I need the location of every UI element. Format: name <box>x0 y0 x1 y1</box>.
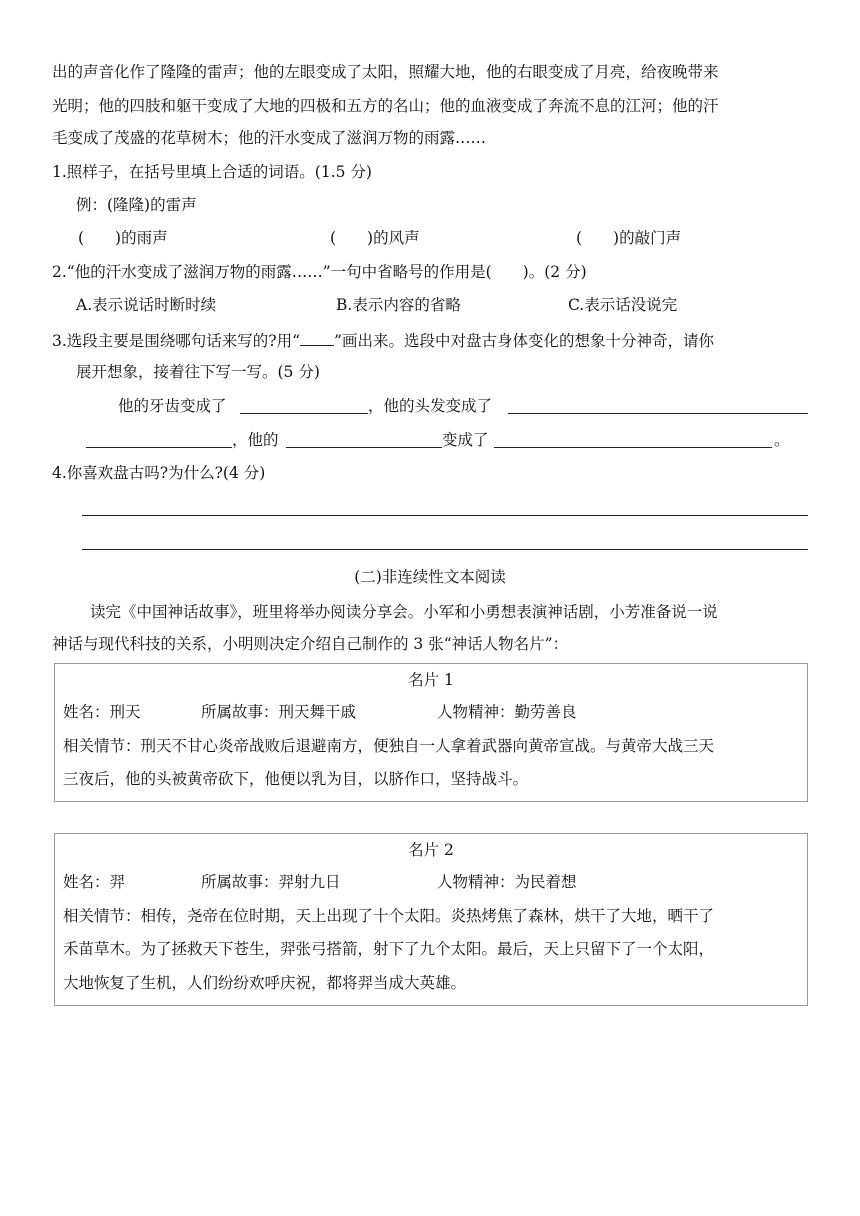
card-2-plot-line-1: 相关情节：相传，尧帝在位时期，天上出现了十个太阳。炎热烤焦了森林，烘干了大地，晒干了 <box>63 907 715 925</box>
answer-blank-teeth[interactable] <box>240 413 368 414</box>
card-2-name: 姓名：羿 <box>63 873 126 891</box>
question-2-option-c[interactable]: C.表示话没说完 <box>568 296 678 314</box>
card-2-story: 所属故事：羿射九日 <box>201 873 341 891</box>
question-2-option-a[interactable]: A.表示说话时断时续 <box>76 296 217 314</box>
question-3-fill-end: 。 <box>774 431 790 449</box>
answer-blank-hair-continued[interactable] <box>86 447 232 448</box>
question-2-stem: 2.“他的汗水变成了滋润万物的雨露……”一句中省略号的作用是( )。(2 分) <box>52 263 587 281</box>
section-2-intro-line-1: 读完《中国神话故事》，班里将举办阅读分享会。小军和小勇想表演神话剧，小芳准备说一说 <box>90 603 718 621</box>
question-1-blank-knock[interactable]: ( )的敲门声 <box>576 229 682 247</box>
question-2-option-b[interactable]: B.表示内容的省略 <box>336 296 461 314</box>
answer-blank-body-part[interactable] <box>286 447 442 448</box>
card-1-title: 名片 1 <box>408 671 454 689</box>
question-3-fill-teeth-label: 他的牙齿变成了 <box>118 397 227 415</box>
passage-line-1: 出的声音化作了隆隆的雷声；他的左眼变成了太阳，照耀大地，他的右眼变成了月亮，给夜晚带来 <box>52 63 719 81</box>
card-2-title: 名片 2 <box>408 841 454 859</box>
answer-blank-hair[interactable] <box>508 413 808 414</box>
question-1-stem: 1.照样子，在括号里填上合适的词语。(1.5 分) <box>52 163 372 181</box>
answer-blank-became[interactable] <box>494 447 772 448</box>
question-3-fill-his-label: ，他的 <box>232 431 279 449</box>
name-card-2 <box>54 833 808 1006</box>
answer-line-2[interactable] <box>82 549 808 550</box>
card-1-name: 姓名：刑天 <box>63 703 141 721</box>
card-2-plot-line-3: 大地恢复了生机，人们纷纷欢呼庆祝，都将羿当成大英雄。 <box>63 974 467 992</box>
card-1-story: 所属故事：刑天舞干戚 <box>201 703 357 721</box>
question-4-stem: 4.你喜欢盘古吗?为什么?(4 分) <box>52 464 266 482</box>
section-2-intro-line-2: 神话与现代科技的关系，小明则决定介绍自己制作的 3 张“神话人物名片”： <box>52 635 569 653</box>
answer-line-1[interactable] <box>82 515 808 516</box>
question-1-blank-rain[interactable]: ( )的雨声 <box>78 229 168 247</box>
question-3-fill-hair-label: ，他的头发变成了 <box>368 397 493 415</box>
card-1-plot-line-2: 三夜后，他的头被黄帝砍下，他便以乳为目，以脐作口，坚持战斗。 <box>63 770 529 788</box>
question-1-example: 例：(隆隆)的雷声 <box>76 196 197 214</box>
passage-line-2: 光明；他的四肢和躯干变成了大地的四极和五方的名山；他的血液变成了奔流不息的江河；他的汗 <box>52 97 719 115</box>
question-3-fill-became-label: 变成了 <box>442 431 489 449</box>
question-3-stem-line-2: 展开想象，接着往下写一写。(5 分) <box>76 363 320 381</box>
section-2-title: (二)非连续性文本阅读 <box>354 568 506 586</box>
passage-line-3: 毛变成了茂盛的花草树木；他的汗水变成了滋润万物的雨露…… <box>52 129 487 147</box>
question-3-stem <box>52 329 714 351</box>
card-2-spirit: 人物精神：为民着想 <box>437 873 577 891</box>
name-card-1 <box>54 663 808 802</box>
card-1-spirit: 人物精神：勤劳善良 <box>437 703 577 721</box>
card-2-plot-line-2: 禾苗草木。为了拯救天下苍生，羿张弓搭箭，射下了九个太阳。最后，天上只留下了一个太阳， <box>63 940 715 958</box>
question-3-stem-before: 3.选段主要是围绕哪句话来写的?用“ <box>52 332 301 350</box>
question-3-stem-after: ”画出来。选段中对盘古身体变化的想象十分神奇，请你 <box>334 332 714 350</box>
underline-mark-sample <box>300 329 334 346</box>
question-1-blank-wind[interactable]: ( )的风声 <box>330 229 420 247</box>
card-1-plot-line-1: 相关情节：刑天不甘心炎帝战败后退避南方，便独自一人拿着武器向黄帝宣战。与黄帝大战三天 <box>63 737 715 755</box>
